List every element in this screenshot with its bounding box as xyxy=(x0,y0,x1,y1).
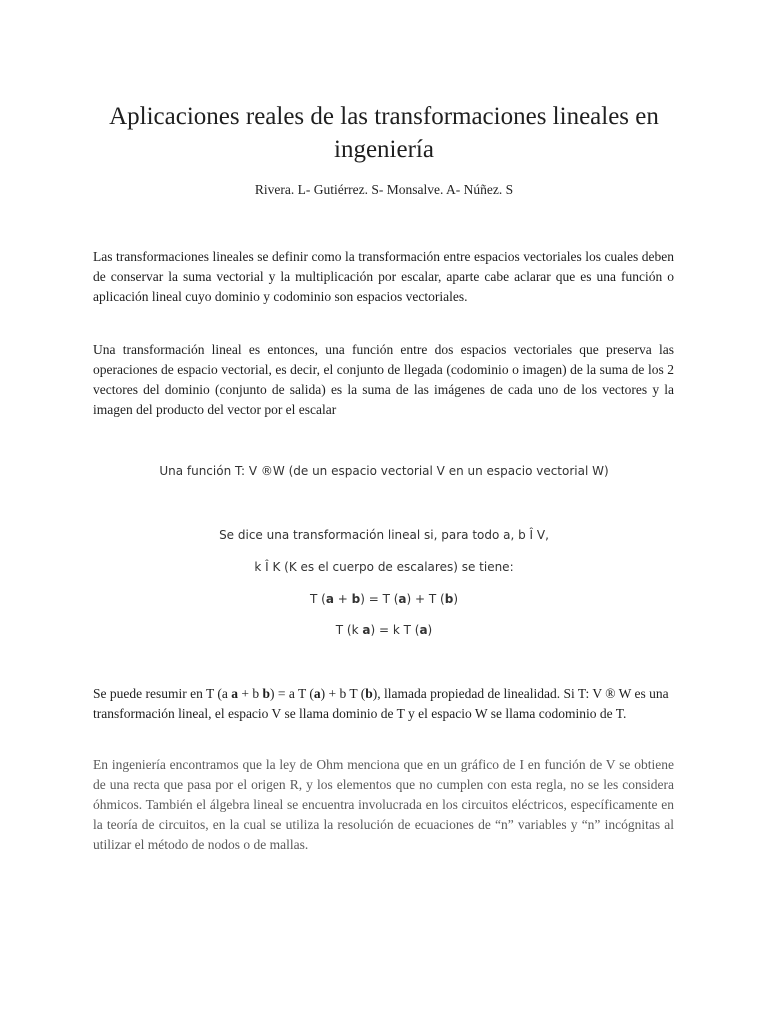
vector-a: a xyxy=(398,592,407,606)
vector-b: b xyxy=(351,592,361,606)
summary-text: ), llamada propiedad de linealidad. Si T: V ® W es una transformación lineal, el espacio V se llama dominio de T y el espacio W se llama codominio de T. xyxy=(93,686,669,721)
formula-condition: Se dice una transformación lineal si, para todo a, b Î V, xyxy=(219,528,549,542)
paragraph-definition: Las transformaciones lineales se definir como la transformación entre espacios vectoriales los cuales deben de conservar la suma vectorial y la multiplicación por escalar, aparte cabe aclarar que es una función o aplicación lineal cuyo dominio y codominio son espacios vectoriales. xyxy=(93,249,674,304)
formula-text: T (k xyxy=(335,623,363,637)
vector-a: a xyxy=(362,623,371,637)
summary-text: + b xyxy=(237,686,263,701)
formula-text: ) = k T ( xyxy=(370,623,420,637)
formula-text: T ( xyxy=(309,592,326,606)
paragraph-engineering-applications: En ingeniería encontramos que la ley de Ohm menciona que en un gráfico de I en función de V se obtiene de una recta que pasa por el origen R, y los elementos que no cumplen con esta regla, no se les considera óhmicos. También el álgebra lineal se encuentra involucrada en los circuitos eléctricos, específicamente en la teoría de circuitos, en la cual se utiliza la resolución de ecuaciones de “n” variables y “n” incógnitas al utilizar el método de nodos o de mallas. xyxy=(93,757,674,852)
vector-b: b xyxy=(365,686,373,701)
formula-homogeneity xyxy=(60,623,708,637)
summary-text: ) + b T ( xyxy=(320,686,366,701)
paragraph-linear-transformation: Una transformación lineal es entonces, una función entre dos espacios vectoriales que preserva las operaciones de espacio vectorial, es decir, el conjunto de llegada (codominio o imagen) de la suma de los 2 vectores del dominio (conjunto de salida) es la suma de las imágenes de cada uno de los vectores y la imagen del producto del vector por el escalar xyxy=(93,342,674,417)
formula-text: ) xyxy=(453,592,458,606)
vector-b: b xyxy=(444,592,454,606)
summary-text: ) = a T ( xyxy=(269,686,314,701)
vector-a: a xyxy=(231,686,238,701)
formula-text: ) xyxy=(427,623,433,637)
vector-a: a xyxy=(313,686,321,701)
summary-text: Se puede resumir en T (a xyxy=(93,686,232,701)
formula-function: Una función T: V ®W (de un espacio vectorial V en un espacio vectorial W) xyxy=(159,464,609,478)
formula-text: ) + T ( xyxy=(406,592,445,606)
document-title: Aplicaciones reales de las transformaciones lineales en ingeniería xyxy=(109,103,659,163)
authors-line: Rivera. L- Gutiérrez. S- Monsalve. A- Núñez. S xyxy=(254,182,514,197)
vector-a: a xyxy=(419,623,428,637)
formula-scalars: k Î K (K es el cuerpo de escalares) se tiene: xyxy=(254,560,514,574)
vector-a: a xyxy=(325,592,334,606)
paragraph-linearity-summary xyxy=(93,684,673,724)
formula-additivity xyxy=(60,592,708,606)
vector-b: b xyxy=(262,686,270,701)
formula-text: + xyxy=(333,592,352,606)
formula-text: ) = T ( xyxy=(360,592,399,606)
